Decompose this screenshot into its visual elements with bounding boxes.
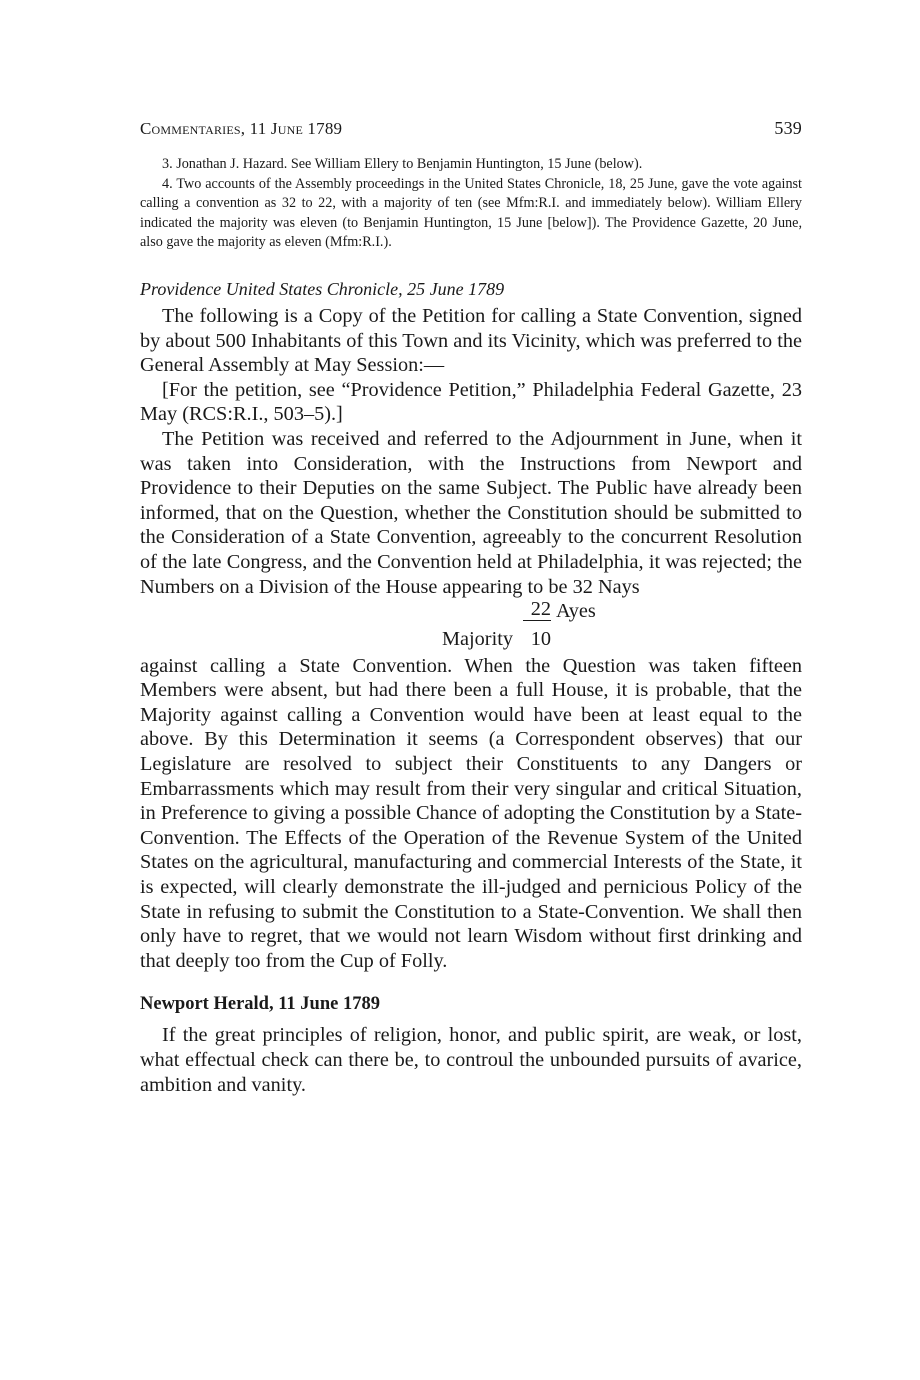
chronicle-para-4: against calling a State Convention. When the Question was taken fifteen Members were absent, but had there been a full House, it is probable, that the Majority against calling a Convention would have been at least equal to the above. By this Determination it seems (a Correspondent observes) that our Legislature are resolved to subject their Constituents to any Dangers or Embarrassments which may result from their very singular and critical Situation, in Preference to giving a possible Chance of adopting the Constitution by a State-Convention. The Effects of the Operation of the Revenue System of the United States on the agricultural, manufacturing and commercial Interests of the State, it is expected, will clearly demonstrate the ill-judged and pernicious Policy of the State in refusing to submit the Constitution to a State-Convention. We shall then only have to regret, that we would not learn Wisdom without first drinking and that deeply too from the Cup of Folly. xyxy=(140,654,802,972)
majority-label: Majority xyxy=(442,627,513,650)
majority-line xyxy=(140,624,802,654)
vote-nays-number: 32 xyxy=(572,575,593,598)
footnote-4: 4. Two accounts of the Assembly proceedings in the United States Chronicle, 18, 25 June, gave the vote against calling a convention as 32 to 22, with a majority of ten (see Mfm:R.I. and immediately below). William Ellery indicated the majority was eleven (to Benjamin Huntington, 15 June [below]). The Providence Gazette, 20 June, also gave the majority as eleven (Mfm:R.I.). xyxy=(140,175,802,251)
section-title-herald: Newport Herald, 11 June 1789 xyxy=(140,994,380,1015)
chronicle-article xyxy=(140,304,802,973)
vote-ayes-number: 22 xyxy=(523,599,551,621)
chronicle-para-2: [For the petition, see “Providence Petition,” Philadelphia Federal Gazette, 23 May (RCS:R.I., 503–5).] xyxy=(140,378,802,426)
vote-ayes-line xyxy=(140,599,802,624)
chronicle-para-3 xyxy=(140,427,802,599)
document-page xyxy=(140,118,802,1097)
chronicle-para-1: The following is a Copy of the Petition for calling a State Convention, signed by about 500 Inhabitants of this Town and its Vicinity, which was preferred to the General Assembly at May Session:— xyxy=(140,304,802,377)
section-title-chronicle: Providence United States Chronicle, 25 June 1789 xyxy=(140,278,505,299)
footnotes xyxy=(140,155,802,253)
herald-article xyxy=(140,1023,802,1097)
running-head-title: Commentaries, 11 June 1789 xyxy=(140,119,343,138)
majority-number: 10 xyxy=(530,627,551,650)
footnote-3: 3. Jonathan J. Hazard. See William Ellery to Benjamin Huntington, 15 June (below). xyxy=(162,156,643,172)
herald-para-1: If the great principles of religion, honor, and public spirit, are weak, or lost, what effectual check can there be, to controul the unbounded pursuits of avarice, ambition and vanity. xyxy=(140,1024,802,1096)
running-head xyxy=(140,118,802,139)
vote-nays-label: Nays xyxy=(597,575,640,598)
page-number: 539 xyxy=(774,118,802,138)
chronicle-para-3-text: The Petition was received and referred to the Adjournment in June, when it was taken into Consideration, with the Instructions from Newport and Providence to their Deputies on the same Subject. The Public have already been informed, that on the Question, whether the Constitution should be submitted to the Consideration of a State Convention, agreeably to the concurrent Resolution of the late Congress, and the Convention held at Philadelphia, it was rejected; the Numbers on a Division of the House appearing to be xyxy=(140,427,802,598)
vote-ayes-label: Ayes xyxy=(556,600,596,623)
